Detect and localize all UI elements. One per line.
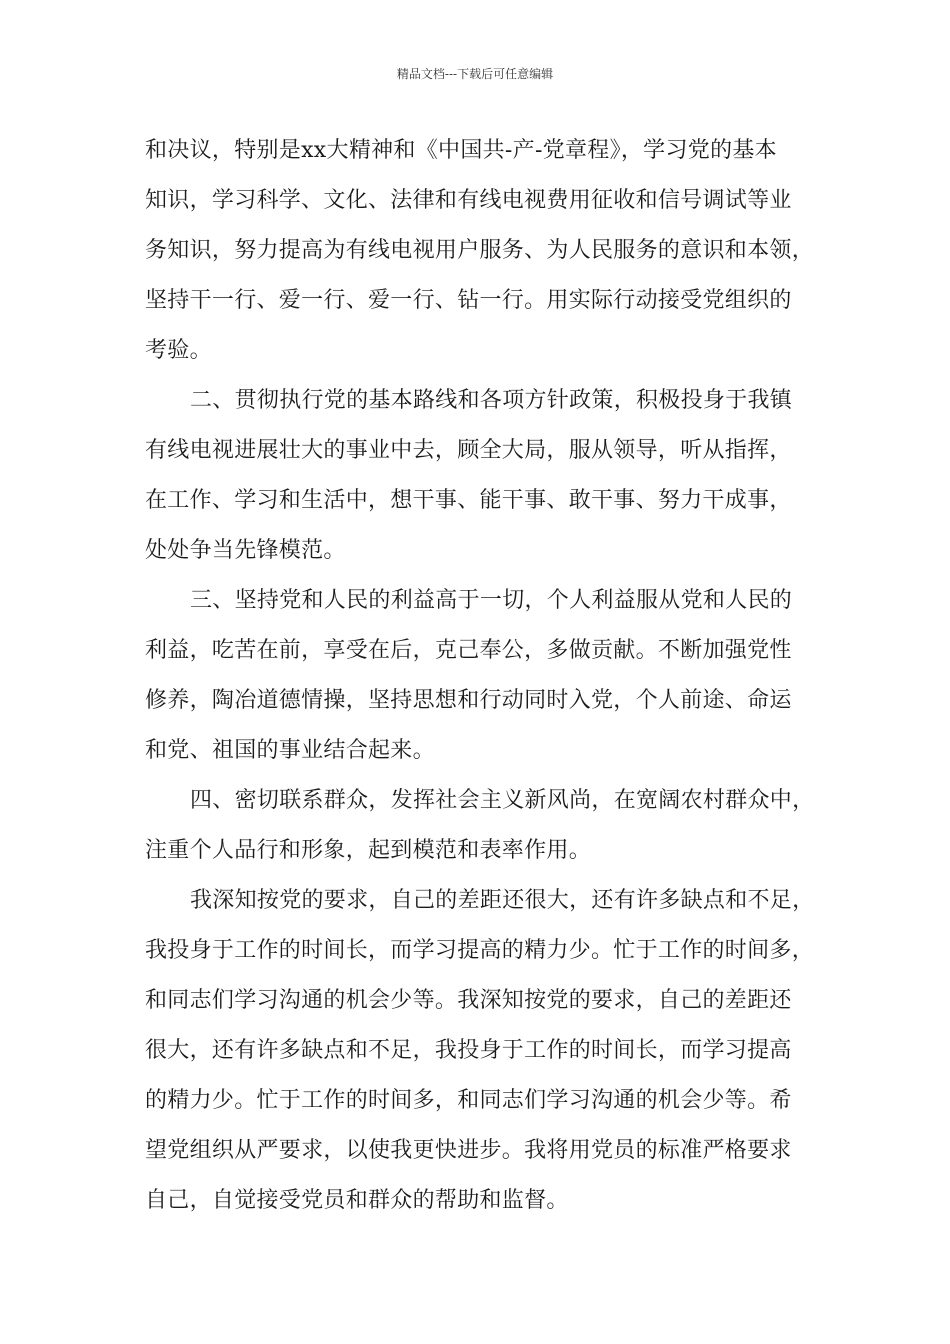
text-line: 和党、祖国的事业结合起来。 [145, 738, 435, 763]
text-line: 三、坚持党和人民的利益高于一切，个人利益服从党和人民的 [190, 588, 793, 613]
text-line: 有线电视进展壮大的事业中去，顾全大局，服从领导，听从指挥， [145, 438, 792, 463]
text-line: 注重个人品行和形象，起到模范和表率作用。 [145, 838, 592, 863]
text-line: 利益，吃苦在前，享受在后，克己奉公，多做贡献。不断加强党性 [145, 638, 792, 663]
text-line: 和决议，特别是xx大精神和《中国共-产-党章程》，学习党的基本 [145, 138, 777, 163]
page-header: 精品文档---下载后可任意编辑 [396, 67, 554, 81]
text-line: 坚持干一行、爱一行、爱一行、钻一行。用实际行动接受党组织的 [145, 288, 792, 313]
text-line: 和同志们学习沟通的机会少等。我深知按党的要求，自己的差距还 [145, 988, 792, 1013]
text-line: 处处争当先锋模范。 [145, 538, 346, 563]
text-line: 我投身于工作的时间长，而学习提高的精力少。忙于工作的时间多， [145, 938, 815, 963]
text-line: 我深知按党的要求，自己的差距还很大，还有许多缺点和不足， [190, 888, 815, 913]
text-line: 二、贯彻执行党的基本路线和各项方针政策，积极投身于我镇 [190, 388, 793, 413]
text-line: 自己，自觉接受党员和群众的帮助和监督。 [145, 1188, 569, 1213]
text-line: 修养，陶冶道德情操，坚持思想和行动同时入党，个人前途、命运 [145, 688, 792, 713]
text-line: 知识，学习科学、文化、法律和有线电视费用征收和信号调试等业 [145, 188, 792, 213]
text-line: 四、密切联系群众，发挥社会主义新风尚，在宽阔农村群众中， [190, 788, 815, 813]
text-line: 考验。 [145, 338, 212, 363]
text-line: 很大，还有许多缺点和不足，我投身于工作的时间长，而学习提高 [145, 1038, 792, 1063]
text-line: 在工作、学习和生活中，想干事、能干事、敢干事、努力干成事， [145, 488, 792, 513]
text-line: 望党组织从严要求，以使我更快进步。我将用党员的标准严格要求 [145, 1138, 792, 1163]
text-line: 的精力少。忙于工作的时间多，和同志们学习沟通的机会少等。希 [145, 1088, 792, 1113]
text-line: 务知识，努力提高为有线电视用户服务、为人民服务的意识和本领， [145, 238, 815, 263]
